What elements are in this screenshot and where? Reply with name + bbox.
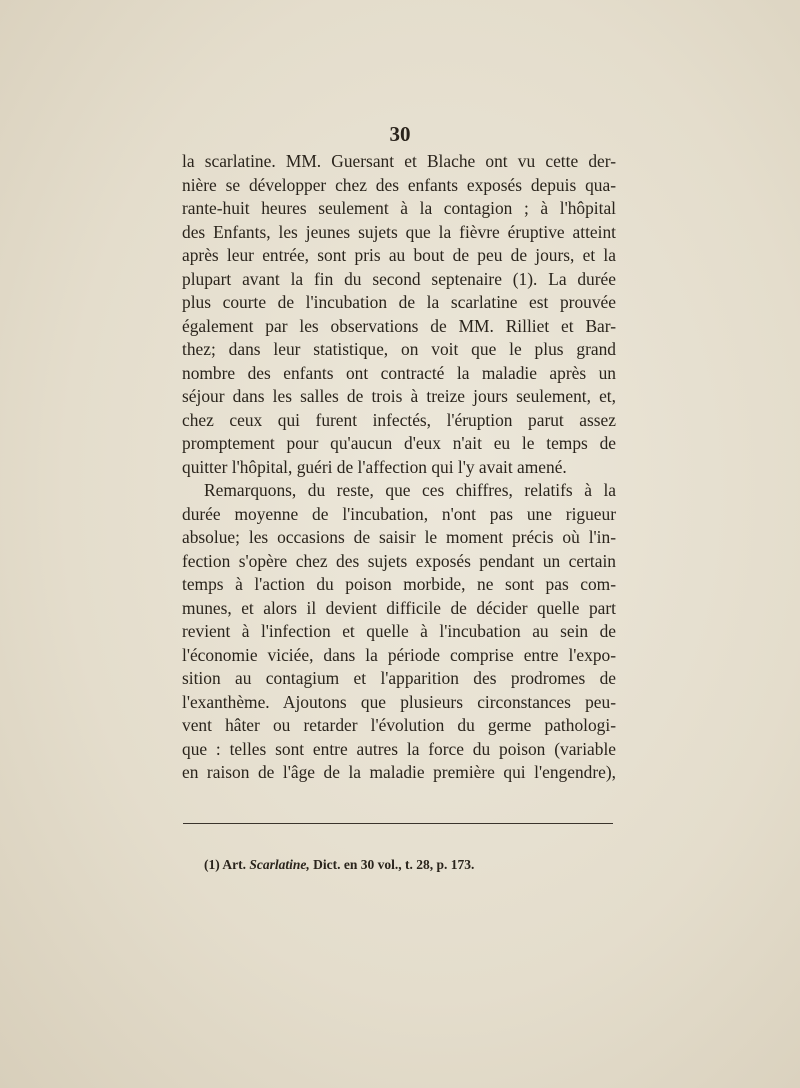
- text-line: l'exanthème. Ajoutons que plusieurs circonstances peu-: [182, 691, 616, 712]
- text-line: que : telles sont entre autres la force du poison (variable: [182, 738, 616, 759]
- text-line: rante-huit heures seulement à la contagion ; à l'hôpital: [182, 198, 616, 218]
- text-line: des Enfants, les jeunes sujets que la fièvre éruptive atteint: [182, 221, 616, 242]
- text-line: vent hâter ou retarder l'évolution du germe pathologi-: [182, 715, 616, 735]
- text-line: l'économie viciée, dans la période comprise entre l'expo-: [182, 644, 616, 665]
- footnote-article-title: Scarlatine,: [249, 857, 310, 872]
- footnote-reference: Dict. en 30 vol., t. 28, p. 173.: [309, 857, 475, 872]
- text-line: plupart avant la fin du second septenaire (1). La durée: [182, 268, 616, 289]
- text-line: absolue; les occasions de saisir le moment précis où l'in-: [182, 527, 616, 547]
- text-line: nombre des enfants ont contracté la maladie après un: [182, 362, 616, 383]
- text-line: également par les observations de MM. Rilliet et Bar-: [182, 315, 616, 336]
- paragraph-start-line: Remarquons, du reste, que ces chiffres, relatifs à la: [204, 480, 616, 500]
- text-line: durée moyenne de l'incubation, n'ont pas une rigueur: [182, 503, 616, 524]
- text-line: fection s'opère chez des sujets exposés pendant un certain: [182, 550, 616, 571]
- text-line: la scarlatine. MM. Guersant et Blache ont vu cette der-: [182, 151, 616, 171]
- text-line: plus courte de l'incubation de la scarlatine est prouvée: [182, 292, 616, 312]
- text-line: après leur entrée, sont pris au bout de peu de jours, et la: [182, 245, 616, 265]
- footnote: [204, 857, 474, 873]
- text-line: munes, et alors il devient difficile de décider quelle part: [182, 597, 616, 618]
- paragraph-end-line: quitter l'hôpital, guéri de l'affection qui l'y avait amené.: [182, 456, 567, 477]
- text-line: promptement pour qu'aucun d'eux n'ait eu le temps de: [182, 433, 616, 453]
- text-line: en raison de l'âge de la maladie première qui l'engendre),: [182, 762, 616, 782]
- footnote-prefix: (1) Art.: [204, 857, 250, 872]
- text-line: temps à l'action du poison morbide, ne sont pas com-: [182, 574, 616, 594]
- body-text: [182, 150, 616, 785]
- text-line: sition au contagium et l'apparition des prodromes de: [182, 668, 616, 688]
- text-line: nière se développer chez des enfants exposés depuis qua-: [182, 174, 616, 195]
- text-line: chez ceux qui furent infectés, l'éruption parut assez: [182, 409, 616, 430]
- text-line: revient à l'infection et quelle à l'incubation au sein de: [182, 621, 616, 641]
- text-line: thez; dans leur statistique, on voit que le plus grand: [182, 339, 616, 359]
- footnote-divider: [183, 823, 613, 824]
- text-line: séjour dans les salles de trois à treize jours seulement, et,: [182, 386, 616, 406]
- page-number: 30: [389, 122, 411, 146]
